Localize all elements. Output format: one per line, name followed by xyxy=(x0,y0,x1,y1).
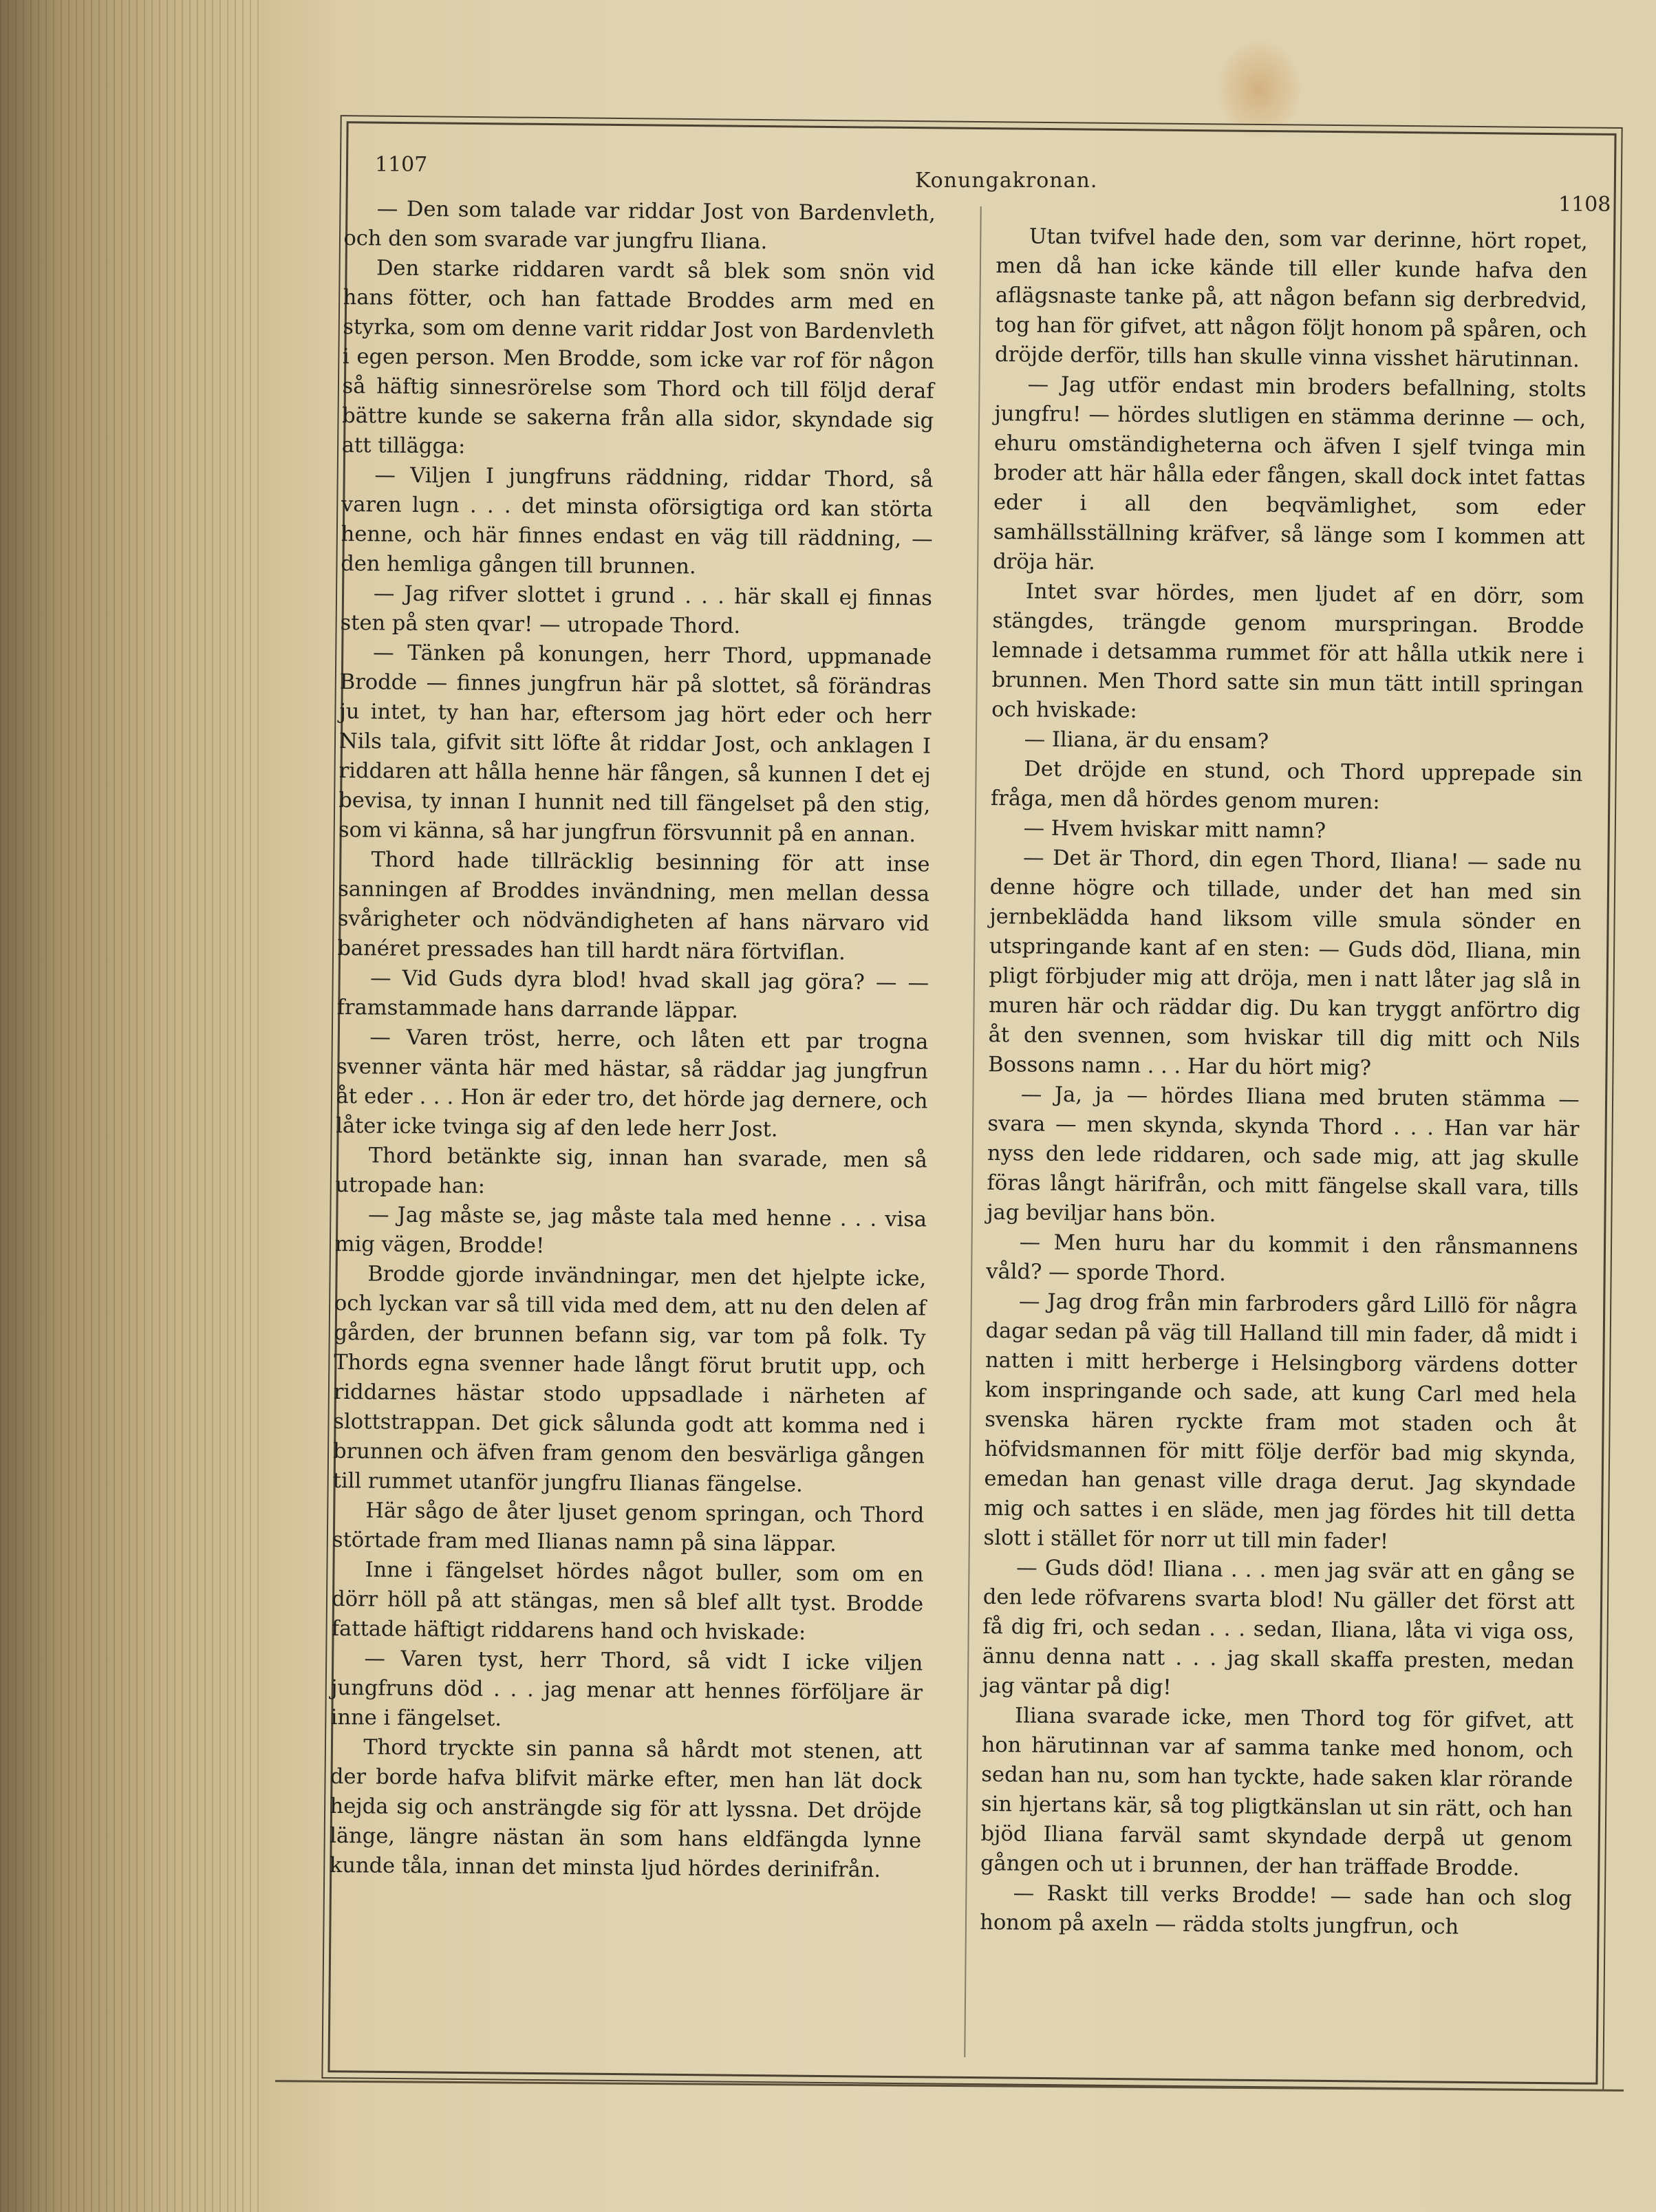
paragraph: Den starke riddaren vardt så blek som snön vid hans fötter, och han fattade Broddes arm med en styrka, som om denne varit riddar Jost von Bardenvleth i egen person. Men Brodde, som icke var rof för någon så häftig sinnesrörelse som Thord och till följd deraf bättre kunde se sakerna från alla sidor, skyndade sig att tillägga: xyxy=(341,256,936,459)
paragraph: Utan tvifvel hade den, som var derinne, hört ropet, men då han icke kände till eller kunde hafva den aflägsnaste tanke på, att någon befann sig derbredvid, tog han för gifvet, att någon följt honom på spåren, och dröjde derför, tills han skulle vinna visshet härutinnan. xyxy=(994,224,1588,373)
paragraph: — Jag måste se, jag måste tala med henne . . . visa mig vägen, Brodde! xyxy=(334,1203,927,1258)
right-text-column xyxy=(980,222,1588,1943)
paragraph: — Det är Thord, din egen Thord, Iliana! — sade nu denne högre och tillade, under det han med sin jernbeklädda hand liksom ville smula sönder en utspringande kant af en sten: — Guds död, Iliana, min pligt förbjuder mig att dröja, men i natt låter jag slå in muren här och räddar dig. Du kan tryggt anförtro dig åt den svennen, som hviskar till dig mitt och Nils Bossons namn . . . Har du hört mig? xyxy=(988,846,1582,1081)
paragraph: Brodde gjorde invändningar, men det hjelpte icke, och lyckan var så till vida med dem, att nu den delen af gården, der brunnen befann sig, var tom på folk. Ty Thords egna svenner hade långt förut brutit upp, och riddarnes hästar stodo uppsadlade i närheten af slottstrappan. Det gick sålunda godt att komma ned i brunnen och äfven fram genom den besvärliga gången till rummet utanför jungfru Ilianas fängelse. xyxy=(332,1262,927,1497)
paragraph: Thord hade tillräcklig besinning för att inse sanningen af Broddes invändning, men mellan dessa svårigheter och nödvändigheten af hans närvaro vid banéret pressades han till hardt nära förtviflan. xyxy=(337,848,930,965)
paragraph: — Jag rifver slottet i grund . . . här skall ej finnas sten på sten qvar! — utropade Thord. xyxy=(340,581,933,639)
page-number-left: 1107 xyxy=(375,153,428,177)
paragraph: Iliana svarade icke, men Thord tog för gifvet, att hon härutinnan var af samma tanke med honom, och sedan han nu, som han tyckte, hade saken klar rörande sin hjertans kär, så tog pligtkänslan ut sin rätt, och han bjöd Iliana farväl samt skyndade derpå ut genom gången och ut i brunnen, der han träffade Brodde. xyxy=(980,1704,1574,1881)
paragraph: — Raskt till verks Brodde! — sade han och slog honom på axeln — rädda stolts jungfrun, och xyxy=(980,1881,1572,1940)
paragraph: Inne i fängelset hördes något buller, som om en dörr höll på att stängas, men så blef allt tyst. Brodde fattade häftigt riddarens hand och hviskade: xyxy=(331,1558,924,1645)
paragraph: Det dröjde en stund, och Thord upprepade sin fråga, men då hördes genom muren: xyxy=(990,757,1583,815)
page-number-right: 1108 xyxy=(1558,193,1611,217)
paragraph: — Vid Guds dyra blod! hvad skall jag göra? — — framstammade hans darrande läppar. xyxy=(336,966,929,1024)
paragraph: Här sågo de åter ljuset genom springan, och Thord störtade fram med Ilianas namn på sina läppar. xyxy=(332,1499,925,1557)
paragraph: — Jag utför endast min broders befallning, stolts jungfru! — hördes slutligen en stämma derinne — och, ehuru omständigheterna och äfven I sjelf tvinga min broder att här hålla eder fången, skall dock intet fattas eder i all den beqvämlighet, som eder samhällsställning kräfver, så länge som I kommen att dröja här. xyxy=(993,372,1587,575)
paragraph: — Viljen I jungfruns räddning, riddar Thord, så varen lugn . . . det minsta oförsigtiga ord kan störta henne, och här finnes endast en väg till räddning, — den hemliga gången till brunnen. xyxy=(341,463,934,579)
paragraph: — Tänken på konungen, herr Thord, uppmanade Brodde — finnes jungfrun här på slottet, så förändras ju intet, ty han har, eftersom jag hört eder och herr Nils tala, gifvit sitt löfte åt riddar Jost, och anklagen I riddaren att hålla henne här fången, så kunnen I det ej bevisa, ty innan I hunnit ned till fängelset på den stig, som vi känna, så har jungfrun försvunnit på en annan. xyxy=(338,641,932,848)
paragraph: — Jag drog från min farbroders gård Lillö för några dagar sedan på väg till Halland till min fader, då midt i natten i mitt herberge i Helsingborg värdens dotter kom inspringande och sade, att kung Carl med hela svenska hären ryckte fram mot staden och åt höfvidsmannen för mitt följe derför bad mig skynda, emedan han genast ville draga derut. Jag skyndade mig och sattes i en släde, men jag fördes hit till detta slott i stället för norr ut till min fader! xyxy=(983,1289,1578,1554)
paragraph: — Varen tyst, herr Thord, så vidt I icke viljen jungfruns död . . . jag menar att hennes förföljare är inne i fängelset. xyxy=(330,1646,923,1732)
paragraph: Intet svar hördes, men ljudet af en dörr, som stängdes, trängde genom murspringan. Brodde lemnade i detsamma rummet för att hålla utkik nere i brunnen. Men Thord satte sin mun tätt intill springan och hviskade: xyxy=(991,579,1584,723)
stain-mark xyxy=(1218,41,1300,138)
paragraph: — Hvem hviskar mitt namn? xyxy=(1023,816,1326,844)
paragraph: — Ja, ja — hördes Iliana med bruten stämma — svara — men skynda, skynda Thord . . . Han var här nyss den lede riddaren, och sade mig, att jag skulle föras långt härifrån, och mitt fängelse skall vara, tills jag beviljar hans bön. xyxy=(987,1082,1580,1227)
left-text-column xyxy=(330,194,936,1885)
paragraph: Thord tryckte sin panna så hårdt mot stenen, att der borde hafva blifvit märke efter, men han lät dock hejda sig och ansträngde sig för att lyssna. Det dröjde länge, längre nästan än som hans eldfängda lynne kunde tåla, innan det minsta ljud hördes derinifrån. xyxy=(329,1735,923,1882)
paragraph: — Iliana, är du ensam? xyxy=(1024,727,1269,754)
paragraph: — Varen tröst, herre, och låten ett par trogna svenner vänta här med hästar, så räddar jag jungfrun åt eder . . . Hon är eder tro, det hörde jag dernere, och låter icke tvinga sig af den lede herr Jost. xyxy=(336,1025,929,1142)
running-title: Konungakronan. xyxy=(915,169,1098,193)
page-edges xyxy=(0,0,303,2212)
paragraph: Thord betänkte sig, innan han svarade, men så utropade han: xyxy=(335,1143,927,1199)
paragraph: — Guds död! Iliana . . . men jag svär att en gång se den lede röfvarens svarta blod! Nu gäller det först att få dig fri, och sedan . . . sedan, Iliana, låta vi viga oss, ännu denna natt . . . jag skall skaffa presten, medan jag väntar på dig! xyxy=(982,1556,1576,1700)
paragraph: — Den som talade var riddar Jost von Bardenvleth, och den som svarade var jungfru Iliana. xyxy=(343,197,936,255)
paragraph: — Men huru har du kommit i den rånsmannens våld? — sporde Thord. xyxy=(986,1230,1578,1287)
